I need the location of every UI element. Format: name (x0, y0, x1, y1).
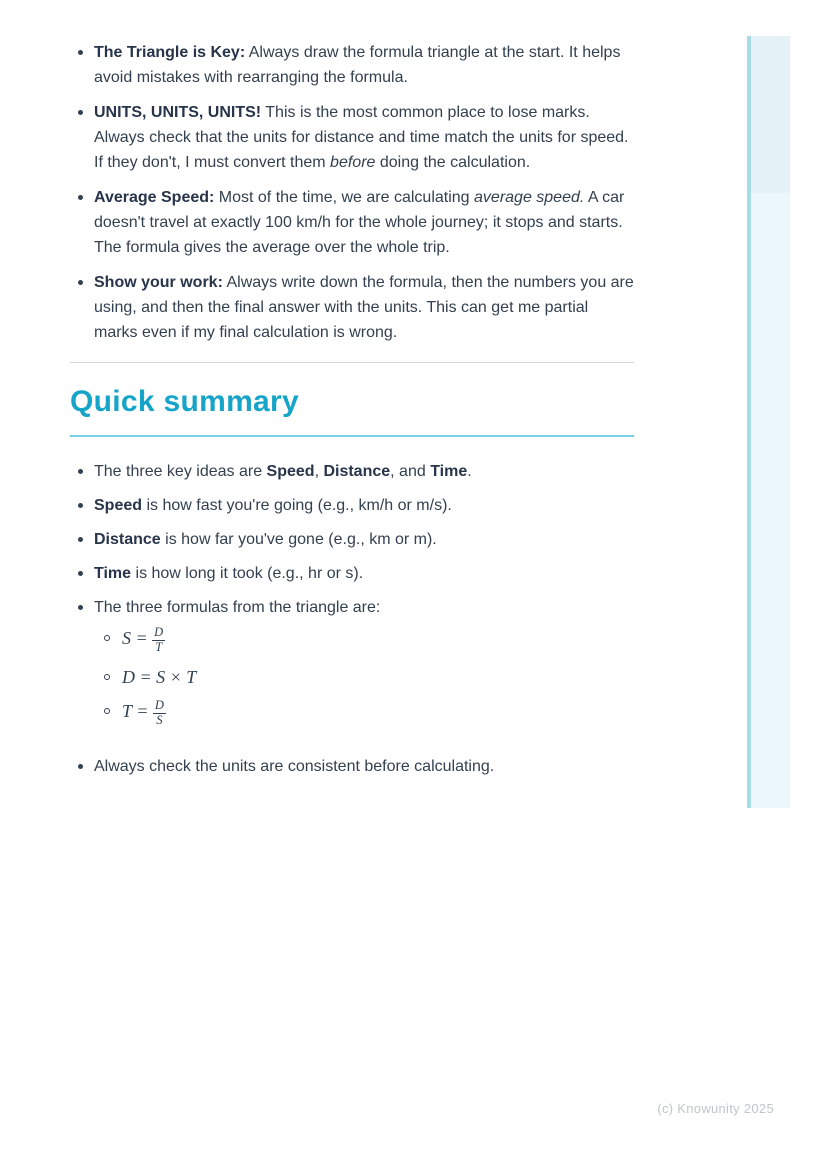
summary-item-speed: Speed is how fast you're going (e.g., km/h or m/s). (70, 493, 634, 518)
tip-text (94, 270, 634, 345)
formula-list (94, 626, 634, 728)
side-highlight-strip-top (751, 36, 790, 193)
bullet-icon (70, 459, 94, 474)
bullet-icon (70, 40, 94, 55)
summary-item-distance: Distance is how far you've gone (e.g., km or m). (70, 527, 634, 552)
tip-body-italic: average speed. (474, 189, 585, 206)
tip-lead: Average Speed: (94, 189, 215, 206)
quick-summary-heading: Quick summary (70, 385, 300, 418)
side-highlight-strip-bottom (751, 193, 790, 808)
summary-list (70, 459, 634, 779)
formula-time: T = $\frac{D}{S}$ (122, 698, 164, 727)
heading-underline (70, 381, 634, 437)
content-area (70, 40, 634, 788)
circle-bullet-icon (94, 699, 122, 714)
tip-body: doing the calculation. (375, 154, 531, 171)
summary-item-units-check: Always check the units are consistent before calculating. (70, 754, 634, 779)
formula-item-time (94, 699, 634, 728)
tip-body: Most of the time, we are calculating (214, 189, 475, 206)
bullet-icon (70, 754, 94, 769)
tip-text (94, 40, 634, 90)
formula-distance: D = S × T (122, 666, 197, 687)
list-item-average-speed (70, 185, 634, 260)
formula-item-speed (94, 626, 634, 655)
list-item-triangle-key (70, 40, 634, 90)
fraction: $\frac{D}{T}$ (154, 625, 164, 654)
tips-list (70, 40, 634, 345)
bullet-icon (70, 493, 94, 508)
tip-lead: Show your work: (94, 274, 223, 291)
tip-body: This is the most common place to lose marks. Always check that the units for distance and time match the units for speed. If they don't, I must convert them (94, 104, 629, 171)
formula-speed: S = $\frac{D}{T}$ (122, 625, 164, 654)
footer-copyright: (c) Knowunity 2025 (657, 1101, 774, 1116)
tip-body: Always draw the formula triangle at the start. It helps avoid mistakes with rearranging the formula. (94, 44, 621, 86)
bullet-icon (70, 595, 94, 610)
list-item-units (70, 100, 634, 175)
tip-body-italic: before (330, 154, 376, 171)
circle-bullet-icon (94, 626, 122, 641)
side-highlight-strip (747, 36, 790, 808)
tip-body: Always write down the formula, then the numbers you are using, and then the final answer with the units. This can get me partial marks even if my final calculation is wrong. (94, 274, 634, 341)
formula-item-distance (94, 665, 634, 689)
list-item-show-work (70, 270, 634, 345)
tip-lead: UNITS, UNITS, UNITS! (94, 104, 262, 121)
summary-item-time: Time is how long it took (e.g., hr or s). (70, 561, 634, 586)
bullet-icon (70, 100, 94, 115)
fraction: $\frac{D}{S}$ (154, 698, 164, 727)
circle-bullet-icon (94, 665, 122, 680)
tip-body: A car doesn't travel at exactly 100 km/h for the whole journey; it stops and starts. The formula gives the average over the whole trip. (94, 189, 625, 256)
bullet-icon (70, 270, 94, 285)
bullet-icon (70, 527, 94, 542)
summary-item-key-ideas: The three key ideas are Speed, Distance, and Time. (70, 459, 634, 484)
tip-text (94, 185, 634, 260)
section-divider (70, 362, 634, 363)
bullet-icon (70, 185, 94, 200)
tip-text (94, 100, 634, 175)
summary-item-formulas: The three formulas from the triangle are: S = $\frac{D}{T}$ D = S × T T = $\frac{D}{S}$ (70, 595, 634, 738)
bullet-icon (70, 561, 94, 576)
tip-lead: The Triangle is Key: (94, 44, 246, 61)
